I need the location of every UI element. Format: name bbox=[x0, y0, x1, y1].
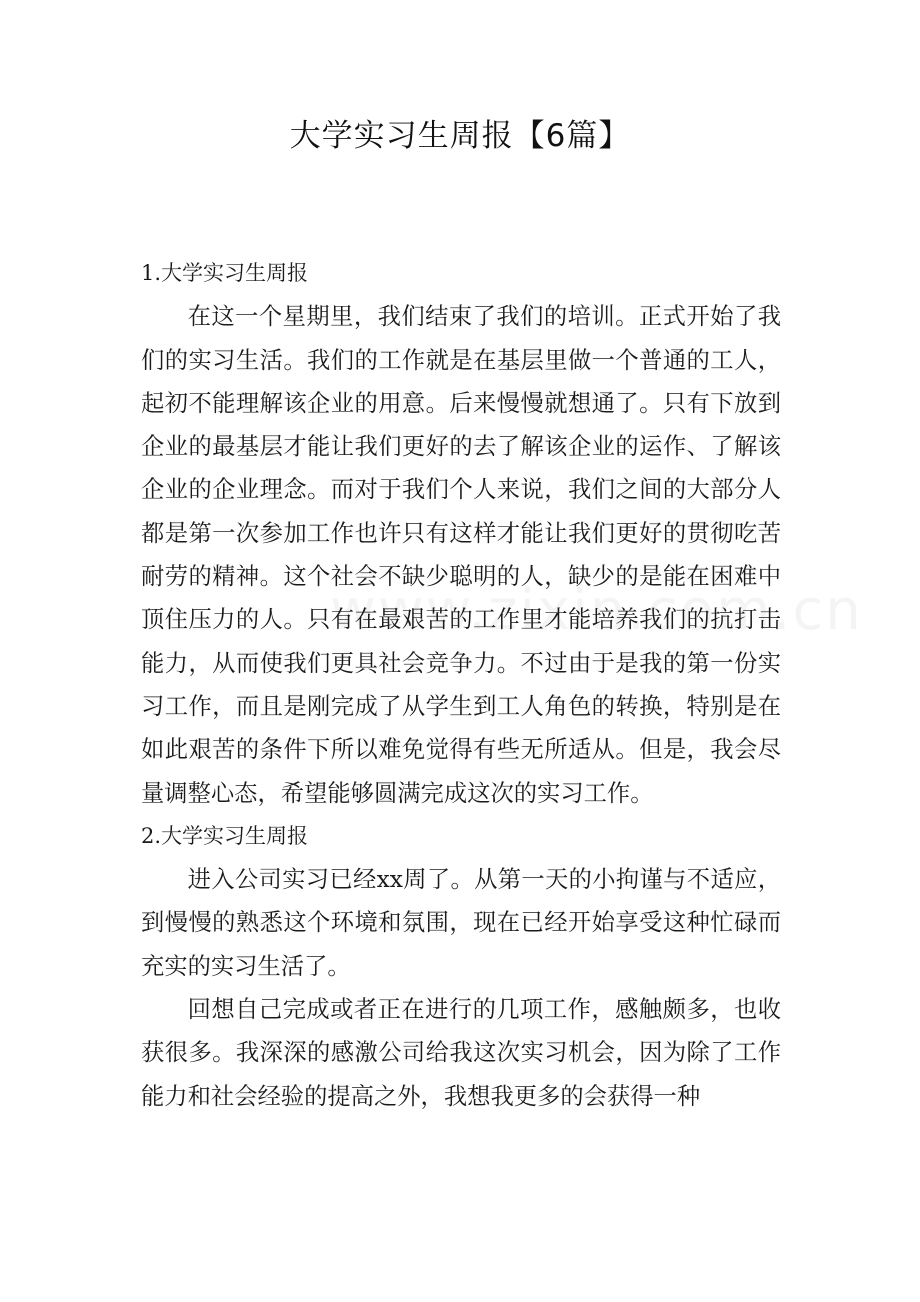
section-2-paragraph-1: 进入公司实习已经xx周了。从第一天的小拘谨与不适应，到慢慢的熟悉这个环境和氛围，现在已经开始享受这种忙碌而充实的实习生活了。 bbox=[141, 866, 781, 980]
document-body bbox=[141, 252, 781, 1118]
section-heading-2: 2.大学实习生周报 bbox=[141, 823, 309, 848]
section-heading-1: 1.大学实习生周报 bbox=[141, 261, 309, 285]
section-1-paragraph-1: 在这一个星期里，我们结束了我们的培训。正式开始了我们的实习生活。我们的工作就是在基层里做一个普通的工人，起初不能理解该企业的用意。后来慢慢就想通了。只有下放到企业的最基层才能让我们更好的去了解该企业的运作、了解该企业的企业理念。而对于我们个人来说，我们之间的大部分人都是第一次参加工作也许只有这样才能让我们更好的贯彻吃苦耐劳的精神。这个社会不缺少聪明的人，缺少的是能在困难中顶住压力的人。只有在最艰苦的工作里才能培养我们的抗打击能力，从而使我们更具社会竞争力。不过由于是我的第一份实习工作，而且是刚完成了从学生到工人角色的转换，特别是在如此艰苦的条件下所以难免觉得有些无所适从。但是，我会尽量调整心态，希望能够圆满完成这次的实习工作。 bbox=[141, 303, 781, 807]
section-2-paragraph-2: 回想自己完成或者正在进行的几项工作，感触颇多，也收获很多。我深深的感激公司给我这次实习机会，因为除了工作能力和社会经验的提高之外，我想我更多的会获得一种 bbox=[141, 996, 781, 1110]
document-title: 大学实习生周报【6篇】 bbox=[289, 118, 631, 154]
